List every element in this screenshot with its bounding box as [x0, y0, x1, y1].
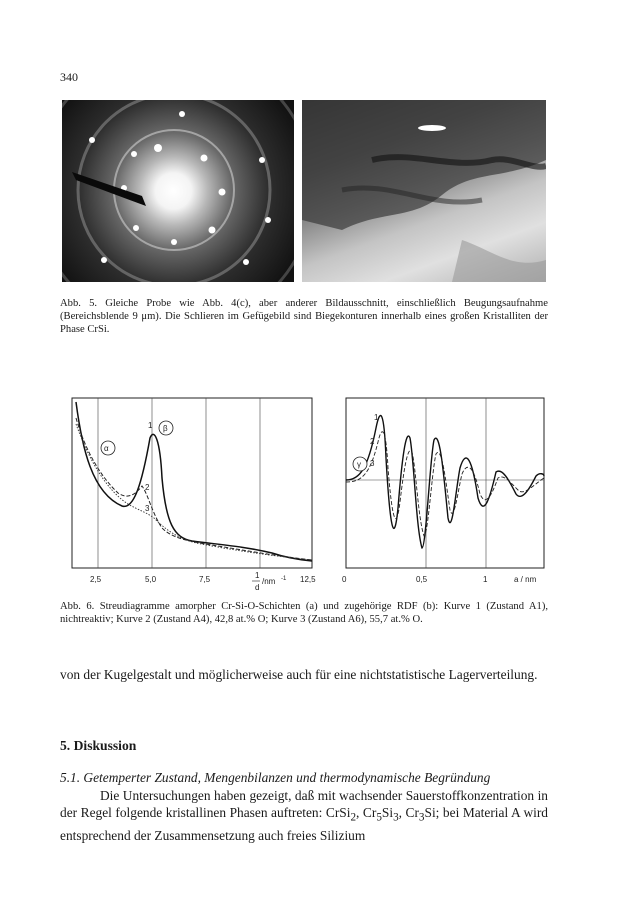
left-x-tick: 2,5 — [90, 575, 102, 584]
scattering-diagram — [72, 398, 322, 593]
gamma-label: γ — [357, 460, 361, 469]
left-x-unit: /nm — [262, 577, 276, 586]
curve-label: 2 — [145, 483, 150, 492]
left-curve-1 — [76, 402, 312, 561]
curve-label: 3 — [145, 504, 150, 513]
right-curve-1 — [346, 416, 544, 548]
left-x-unit-denominator: d — [255, 583, 260, 592]
curve-label: 1 — [148, 421, 153, 430]
left-x-tick: 5,0 — [145, 575, 157, 584]
text-run: Si; bei Material A wird entsprechend der Zusammensetzung auch freies Silizium — [60, 805, 548, 843]
left-x-tick: 12,5 — [300, 575, 316, 584]
rdf-plot — [342, 398, 550, 593]
left-curve-2 — [76, 418, 312, 560]
right-x-tick: 1 — [483, 575, 488, 584]
body-paragraph: von der Kugelgestalt und möglicherweise auch für eine nichtstatistische Lagerverteilung. — [60, 667, 538, 682]
left-plot-grid — [98, 398, 260, 568]
figure-5-caption: Abb. 5. Gleiche Probe wie Abb. 4(c), aber anderer Bildausschnitt, einschließlich Beugungsaufnahme (Bereichsblende 9 μm). Die Schlieren im Gefügebild sind Biegekonturen innerhalb eines großen Kristalliten der Phase CrSi. — [60, 298, 548, 335]
page-number: 340 — [60, 70, 78, 84]
figure-6-caption: Abb. 6. Streudiagramme amorpher Cr-Si-O-Schichten (a) und zugehörige RDF (b): Kurve 1 (Zustand A1), nichtreaktiv; Kurve 2 (Zustand A4), 42,8 at.% O; Kurve 3 (Zustand A6), 55,7 at.% O. — [60, 601, 548, 625]
diffraction-pattern-image — [62, 100, 294, 282]
micrograph-image — [302, 100, 546, 282]
subscript: 3 — [418, 811, 425, 824]
left-x-tick: 7,5 — [199, 575, 211, 584]
text-run: Si — [381, 805, 394, 820]
left-x-unit-exponent: -1 — [281, 576, 287, 582]
alpha-label: α — [104, 444, 109, 453]
curve-label: 2 — [370, 437, 375, 446]
right-x-tick: 0,5 — [416, 575, 428, 584]
left-x-unit-numerator: 1 — [255, 571, 260, 580]
text-run: , Cr — [398, 805, 419, 820]
text-run: Die Untersuchungen haben gezeigt, daß mit wachsender Sauerstoffkonzentration in der Regel folgende kristallinen Phasen auftreten: CrSi — [60, 788, 548, 820]
curve-label: 1 — [374, 413, 379, 422]
text-run: , Cr — [356, 805, 377, 820]
subscript: 3 — [393, 811, 399, 824]
beta-label: β — [163, 424, 168, 433]
body-paragraph — [60, 787, 548, 844]
subscript: 2 — [350, 811, 357, 824]
subsection-heading: 5.1. Getemperter Zustand, Mengenbilanzen und thermodynamische Begründung — [60, 770, 491, 785]
subscript: 5 — [376, 811, 382, 824]
section-heading: 5. Diskussion — [60, 738, 137, 753]
right-x-unit: a / nm — [514, 575, 537, 584]
right-x-tick: 0 — [342, 575, 347, 584]
curve-label: 3 — [370, 459, 375, 468]
